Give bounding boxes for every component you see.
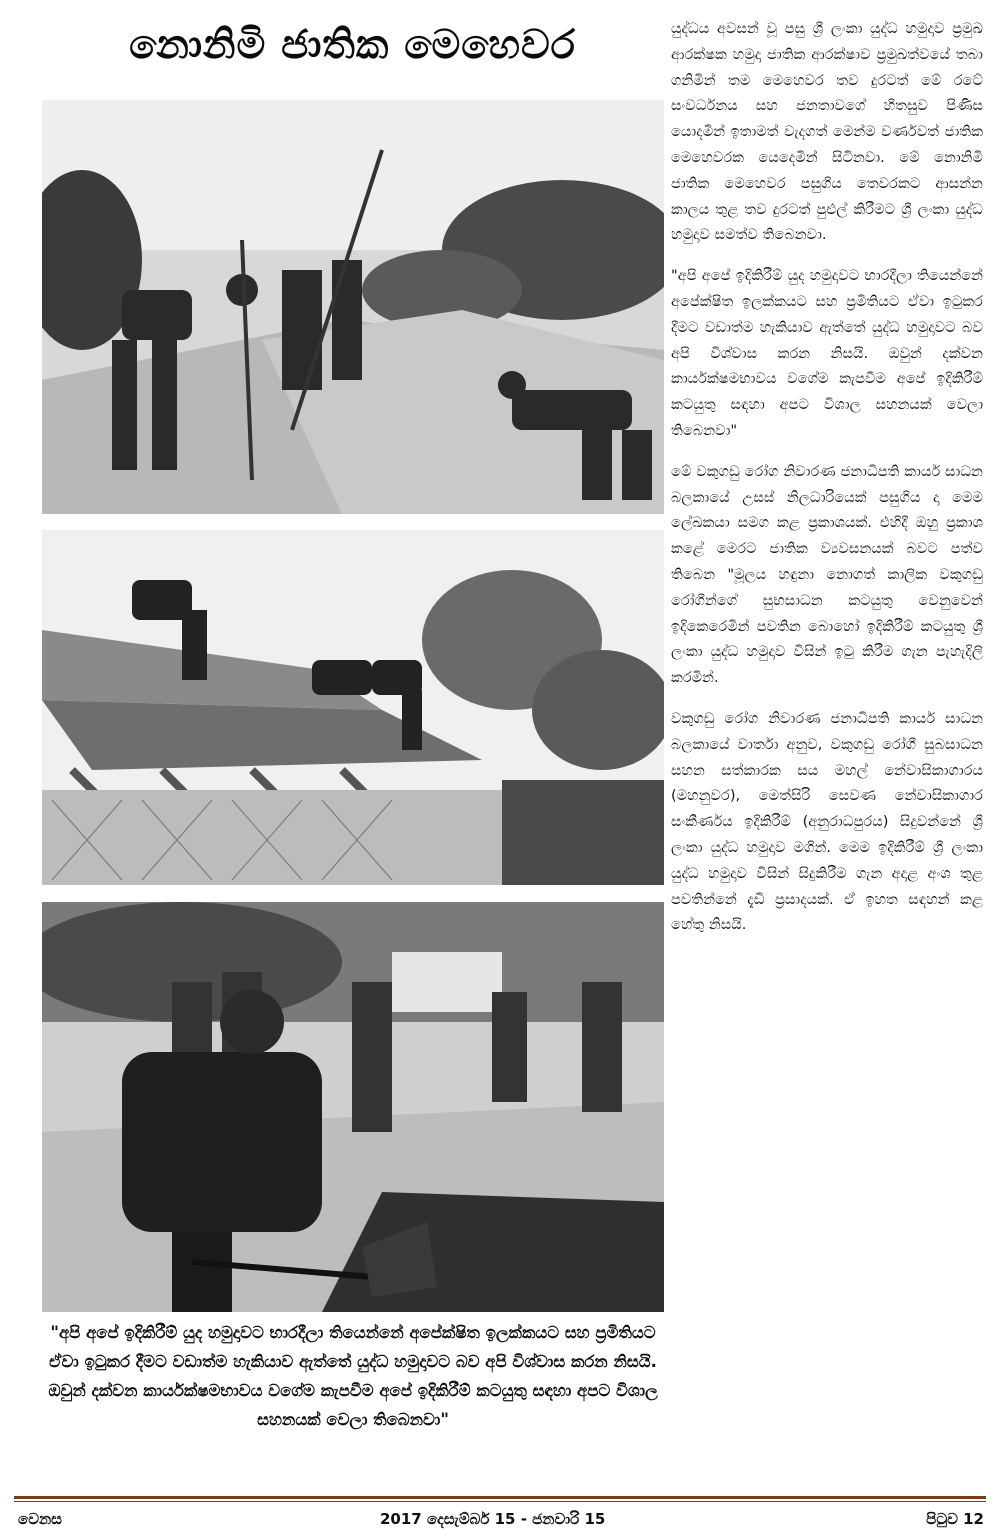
paragraph: යුද්ධය අවසන් වූ පසු ශ්‍රී ලංකා යුද්ධ හමුදාව ප්‍රමුඛ ආරක්ෂක හමුදා ජාතික ආරක්ෂාව ප්‍රමුඛත්වයේ තබා ගනිමින් තම මෙහෙවර තව දුරටත් මේ රටේ සංවර්ධනය සහ ජනතාවගේ හිතසුව පිණිස යොදමින් ඉතාමත් වැදගත් මෙන්ම වර්ණවත් ජාතික මෙහෙවරක යෙදෙමින් සිටිනවා. මේ නොනිමි ජාතික මෙහෙවර පසුගිය තෙවරකට ආසන්න කාලය තුළ තව දුරටත් පුළුල් කිරීමට ශ්‍රී ලංකා යුද්ධ හමුදාව සමත්ව තිබෙනවා. — [671, 20, 983, 244]
paragraph: "අපි අපේ ඉදිකිරීම් යුද හමුදාවට භාරදීලා තියෙන්නේ අපේක්ෂිත ඉලක්කයට සහ ප්‍රමිතියට ඒවා ඉටුකර දීමට වඩාත්ම හැකියාව ඇත්තේ යුද්ධ හමුදාවට බව අපි විශ්වාස කරන නිසයි. ඔවුන් දක්වන කාර්යක්ෂමභාවය වගේම කැපවීම අපේ ඉදිකිරීම් කටයුතු සඳහා අපට විශාල සහනයක් වෙලා තිබෙනවා" — [671, 267, 983, 439]
photo-embankment-work — [42, 100, 664, 514]
headline: නොනිමි ජාතික මෙහෙවර — [129, 22, 576, 68]
issue-date: 2017 දෙසැම්බර් 15 - ජනවාරි 15 — [380, 1510, 606, 1528]
paragraph: වකුගඩු රෝග නිවාරණ ජනාධිපති කාර්ය සාධන බලකායේ වාර්තා අනුව, වකුගඩු රෝගී සුබසාධන සහන සත්කාරක සය මහල් නේවාසිකාගාරය (මහනුවර), මෙත්සිරි සෙවණ නේවාසිකාගාර සංකීර්ණය ඉදිකිරීම් (අනුරාධපුරය) සිදුවන්නේ ශ්‍රී ලංකා යුද්ධ හමුදාව මගින්. මෙම ඉදිකිරීම් ශ්‍රී ලංකා යුද්ධ හමුදාව විසින් සිදුකිරීම ගැන අදාළ අංශ තුළ පවතින්නේ දැඩි ප්‍රසාදයක්. ඒ ඉහත සඳහන් කළ හේතු නිසයි. — [671, 709, 983, 934]
photo-road-paving — [42, 902, 664, 1312]
pull-quote: "අපි අපේ ඉදිකිරීම් යුද හමුදාවට භාරදීලා තියෙන්නේ අපේක්ෂිත ඉලක්කයට සහ ප්‍රමිතියට ඒවා ඉටුකර දීමට වඩාත්ම හැකියාව ඇත්තේ යුද්ධ හමුදාවට බව අපි විශ්වාස කරන නිසයි. ඔවුන් දක්වන කාර්යක්ෂමභාවය වගේම කැපවීම අපේ ඉදිකිරීම් කටයුතු සඳහා අපට විශාල සහනයක් වෙලා තිබෙනවා" — [48, 1323, 658, 1429]
footer-rule-thin — [14, 1501, 986, 1502]
photo-roof-construction — [42, 530, 664, 885]
publication-name: වෙනස — [18, 1510, 62, 1528]
paragraph: මේ වකුගඩු රෝග නිවාරණ ජනාධිපති කාර්ය සාධන බලකායේ උසස් නිලධාරියෙක් පසුගිය දා මෙම ලේඛකයා සමග කළ ප්‍රකාශයක්. එහිදී ඔහු ප්‍රකාශ කළේ මෙරට ජාතික ව්‍යවසනයක් බවට පත්ව තිබෙන "මූලය හඳුනා නොගත් කාලික වකුගඩු රෝගීන්ගේ සුභසාධන කටයුතු වෙනුවෙන් ඉදිකෙරෙමින් පවතින බොහෝ ඉදිකිරීම් කටයුතු ශ්‍රී ලංකා යුද්ධ හමුදාව විසින් ඉටු කිරීම ගැන පැහැදිලි කරමින්. — [671, 462, 983, 687]
page-number: පිටුව 12 — [926, 1510, 984, 1528]
article-column — [671, 16, 983, 1456]
footer-rule — [14, 1496, 986, 1499]
